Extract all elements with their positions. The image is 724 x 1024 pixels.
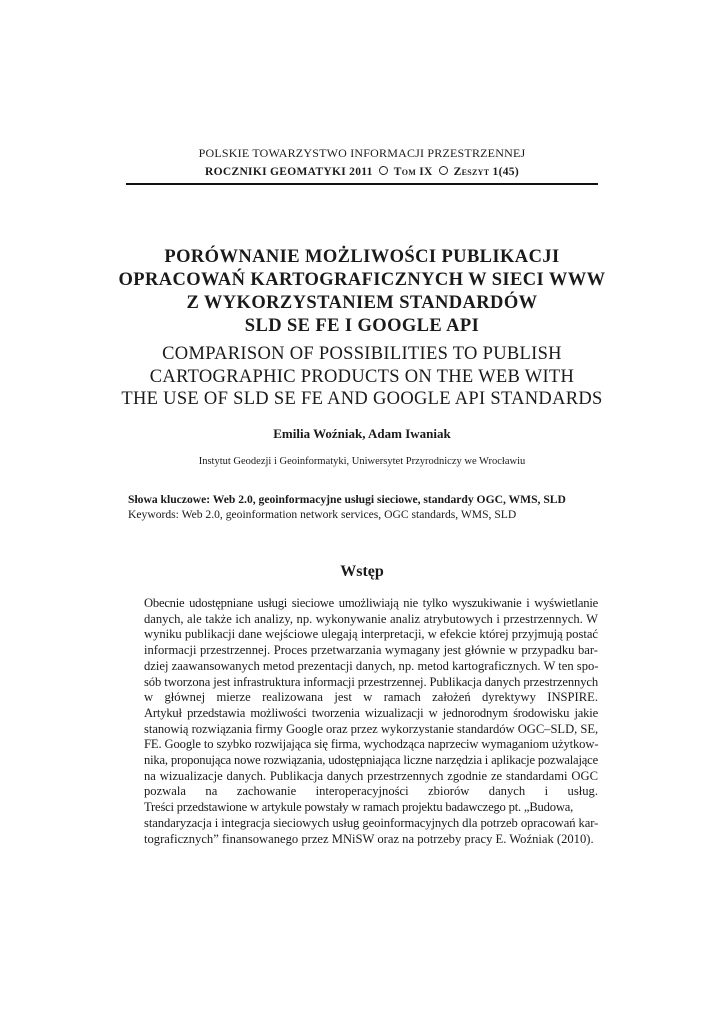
paragraph (128, 706, 598, 800)
title-pl-line: SLD SE FE I GOOGLE API (244, 316, 480, 336)
text-line: danych, ale także ich analizy, np. wykonywanie analiz atrybutowych i przestrzennych. W (144, 611, 598, 626)
text-line: Treści przedstawione w artykule powstały w ramach projektu badawczego pt. „Budowa, (144, 800, 574, 815)
title-pl-line: OPRACOWAŃ KARTOGRAFICZNYCH W SIECI WWW (118, 270, 606, 290)
keywords-english: Keywords: Web 2.0, geoinformation network services, OGC standards, WMS, SLD (128, 508, 517, 521)
title-en-line: COMPARISON OF POSSIBILITIES TO PUBLISH (162, 344, 562, 364)
title-polish (100, 246, 624, 338)
text-line: standaryzacja i integracja sieciowych usług geoinformacyjnych dla potrzeb opracowań kar- (144, 815, 599, 830)
journal-volume: Tom IX (393, 166, 433, 178)
text-line: w głównej mierze realizowana jest w ramach założeń dyrektywy INSPIRE. (144, 690, 598, 705)
journal-issue: Zeszyt 1(45) (453, 166, 519, 178)
text-line: stanowią rozwiązania firmy Google oraz przez wykorzystanie standardów OGC–SLD, SE, (144, 721, 599, 736)
text-line: FE. Google to szybko rozwijająca się firma, wychodząca naprzeciw wymaganiom użytkow- (144, 737, 599, 752)
text-line: tograficznych” finansowanego przez MNiSW oraz na potrzeby pracy E. Woźniak (2010). (144, 831, 594, 846)
text-line: wyniku publikacji dane wejściowe ulegają interpretacji, w efekcie której przyjmują postać (144, 627, 598, 642)
header-rule (126, 183, 598, 185)
section-title: Wstęp (340, 563, 384, 580)
circle-separator-icon (439, 166, 448, 175)
authors: Emilia Woźniak, Adam Iwaniak (273, 426, 451, 441)
affiliation: Instytut Geodezji i Geoinformatyki, Uniwersytet Przyrodniczy we Wrocławiu (198, 456, 526, 467)
paragraph (128, 596, 598, 706)
text-line: nika, proponująca nowe rozwiązania, udostępniająca liczne narzędzia i aplikacje pozwalające (144, 753, 598, 768)
paragraph (128, 800, 598, 847)
title-pl-line: Z WYKORZYSTANIEM STANDARDÓW (186, 293, 538, 313)
text-line: Obecnie udostępniane usługi sieciowe umożliwiają nie tylko wyszukiwanie i wyświetlanie (144, 596, 598, 610)
body-text (128, 596, 598, 847)
keywords-block (128, 492, 596, 522)
title-en-line: THE USE OF SLD SE FE AND GOOGLE API STANDARDS (121, 389, 603, 409)
society-name: POLSKIE TOWARZYSTWO INFORMACJI PRZESTRZENNEJ (198, 146, 526, 160)
text-line: na wizualizacje danych. Publikacja danych przestrzennych zgodnie ze standardami OGC (144, 768, 598, 783)
keywords-polish: Słowa kluczowe: Web 2.0, geoinformacyjne usługi sieciowe, standardy OGC, WMS, SLD (128, 493, 566, 506)
text-line: informacji przestrzennej. Proces przetwarzania wymagany jest głównie w przypadku bar- (144, 643, 598, 658)
circle-separator-icon (379, 166, 388, 175)
text-line: sób tworzona jest infrastruktura informacji przestrzennej. Publikacja danych przestrzennych (144, 674, 599, 689)
journal-header (128, 146, 596, 181)
title-pl-line: PORÓWNANIE MOŻLIWOŚCI PUBLIKACJI (164, 247, 560, 267)
text-line: pozwala na zachowanie interoperacyjności zbiorów danych i usług. (144, 784, 598, 799)
journal-name: ROCZNIKI GEOMATYKI 2011 (205, 166, 373, 178)
title-english (100, 343, 624, 411)
text-line: dziej zaawansowanych metod prezentacji danych, np. metod kartograficznych. W ten spo- (144, 658, 599, 673)
title-en-line: CARTOGRAPHIC PRODUCTS ON THE WEB WITH (149, 366, 575, 387)
text-line: Artykuł przedstawia możliwości tworzenia wizualizacji w jednorodnym środowisku jakie (144, 705, 598, 720)
journal-line (128, 164, 596, 181)
